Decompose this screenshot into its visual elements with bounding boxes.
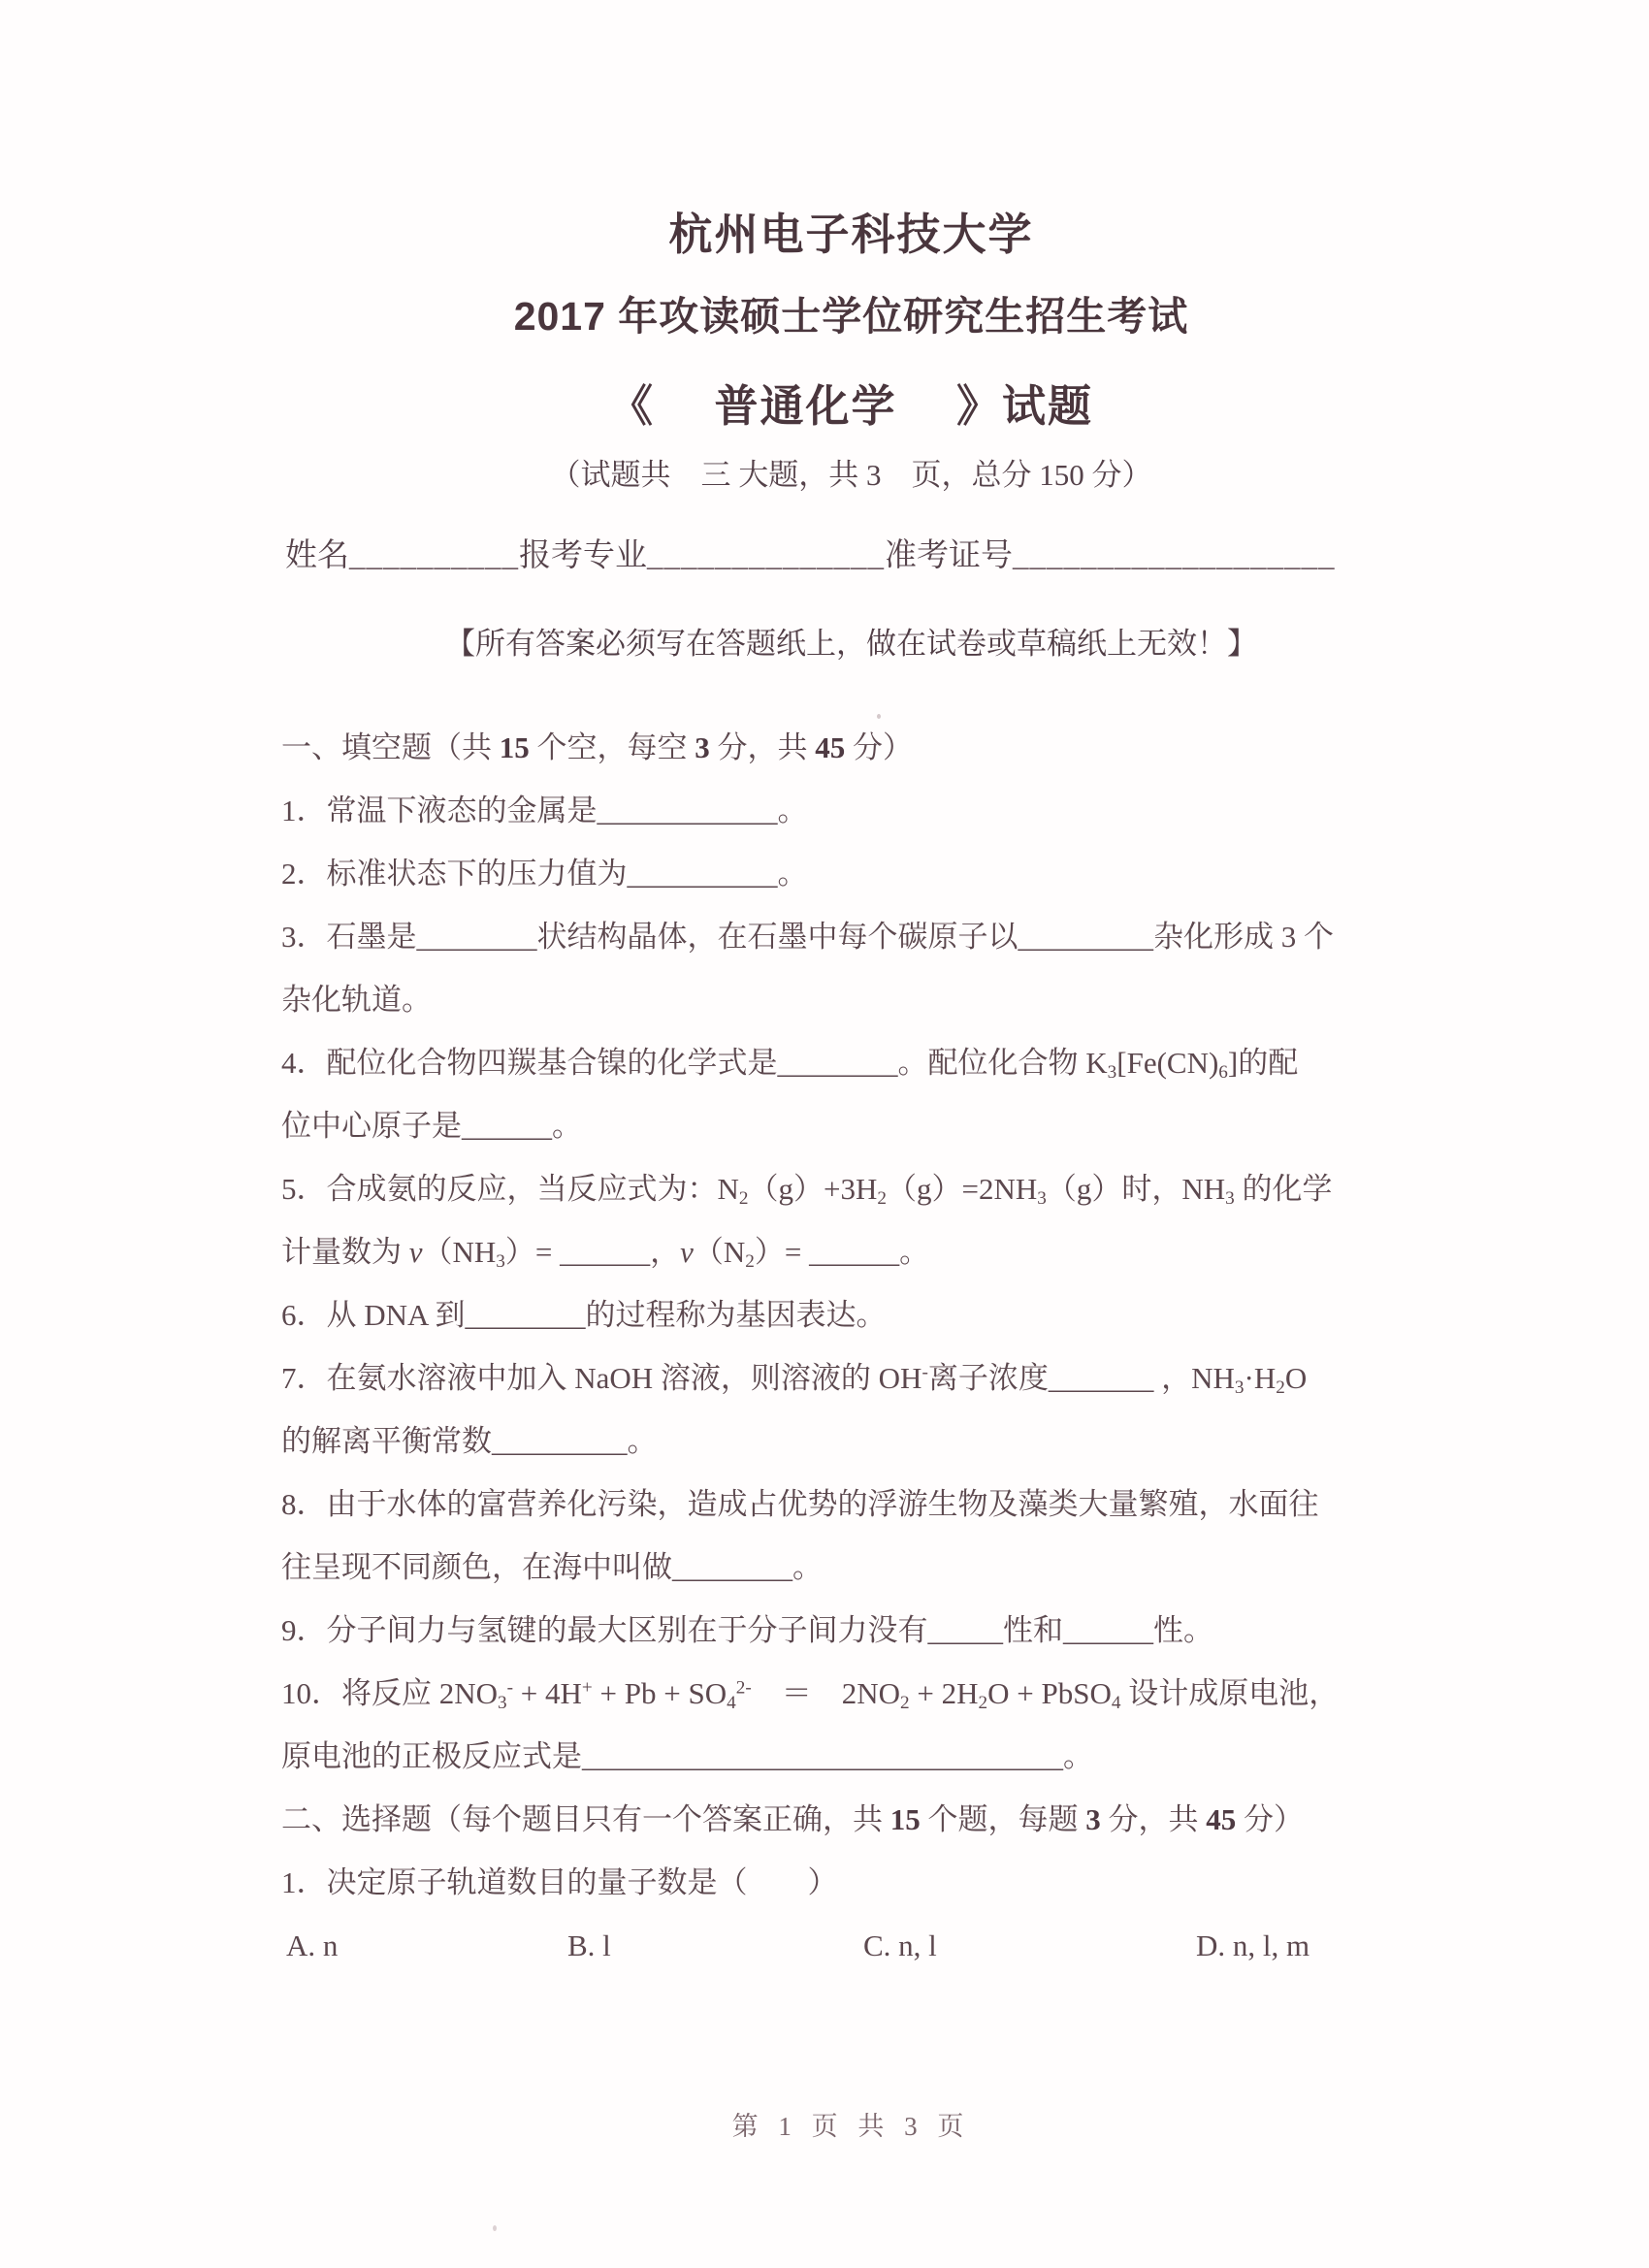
option-a: A. n	[286, 1928, 339, 1962]
subject-title: 《 普通化学 》试题	[608, 381, 1093, 431]
question-5: 5．合成氨的反应，当反应式为：$N_2(g)+3H_2(g)=2NH_3(g)$时，$NH_3$ 的化学 计量数为 $v(NH_3)=$ ______，$v(N_2)=$ ______。	[281, 1172, 1333, 1272]
question-8: 8．由于水体的富营养化污染，造成占优势的浮游生物及藻类大量繁殖，水面往 往呈现不同颜色，在海中叫做________。	[281, 1487, 1319, 1584]
section1-title: 一、填空题（共 15 个空，每空 3 分，共 45 分）	[281, 730, 913, 764]
question-3: 3．石墨是________状结构晶体，在石墨中每个碳原子以_________杂化形成 3 个 杂化轨道。	[281, 920, 1334, 1017]
ticket-blank-field: ___________________	[1013, 538, 1336, 573]
candidate-info-line	[285, 530, 1425, 575]
option-c: C. n, l	[863, 1928, 937, 1962]
name-label: 姓名	[285, 538, 349, 573]
scan-speck	[493, 2225, 497, 2231]
answer-notice: 【所有答案必须写在答题纸上，做在试卷或草稿纸上无效！】	[445, 627, 1257, 661]
choice-options-row	[281, 1914, 1421, 1977]
question-2: 2．标准状态下的压力值为__________。	[281, 857, 808, 891]
name-blank-field: __________	[349, 538, 519, 573]
question-10: 10．将反应 $2NO_3^- + 4H^+ + Pb + SO_4^{2-}$ ＝ $2NO_2 + 2H_2O$ + PbSO$_4$ 设计成原电池， 原电池的正极反应式是________________________________。	[281, 1676, 1340, 1773]
question-6: 6．从 DNA 到________的过程称为基因表达。	[281, 1298, 887, 1332]
question-1: 1．常温下液态的金属是____________。	[281, 794, 808, 827]
question-7: 7．在氨水溶液中加入 NaOH 溶液，则溶液的 OH-离子浓度_______ ，$NH_3\cdot H_2O$ 的解离平衡常数_________。	[281, 1361, 1308, 1458]
question-4: 4．配位化合物四羰基合镍的化学式是________。配位化合物 $K_3[Fe(CN)_6]$的配 位中心原子是______。	[281, 1046, 1299, 1143]
question-9: 9．分子间力与氢键的最大区别在于分子间力没有_____性和______性。	[281, 1613, 1213, 1647]
exam-title: 2017 年攻读硕士学位研究生招生考试	[513, 294, 1189, 339]
page-number: 第 1 页 共 3 页	[731, 2112, 971, 2141]
ticket-label: 准考证号	[885, 538, 1013, 573]
major-blank-field: ______________	[647, 538, 885, 573]
option-d: D. n, l, m	[1196, 1928, 1310, 1962]
major-label: 报考专业	[519, 538, 647, 573]
choice-question-1: 1．决定原子轨道数目的量子数是（ ）	[281, 1865, 838, 1899]
questions-area	[281, 716, 1421, 1977]
scan-speck	[877, 714, 881, 719]
section2-title: 二、选择题（每个题目只有一个答案正确，共 15 个题，每题 3 分，共 45 分）	[281, 1802, 1304, 1836]
paper-meta-line: （试题共 三 大题，共 3 页，总分 150 分）	[550, 458, 1152, 492]
option-b: B. l	[567, 1928, 611, 1962]
university-name: 杭州电子科技大学	[668, 210, 1034, 259]
